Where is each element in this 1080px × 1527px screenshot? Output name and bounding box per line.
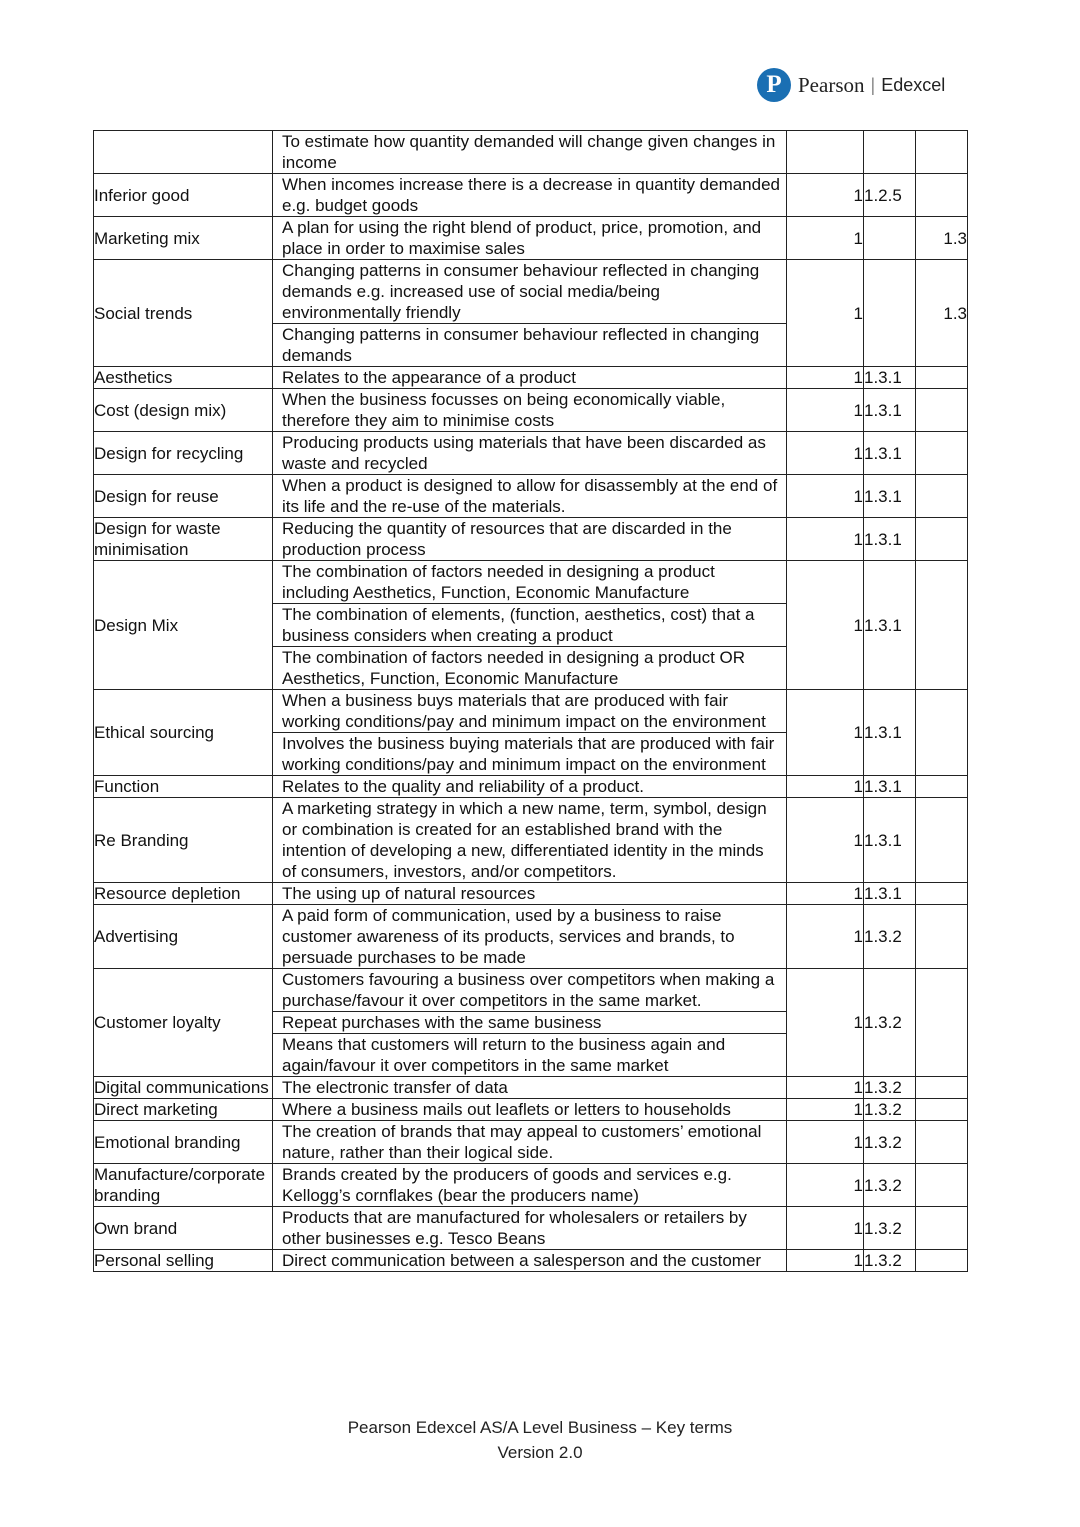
definition-text: Changing patterns in consumer behaviour reflected in changing demands bbox=[273, 323, 786, 366]
definition-text: A plan for using the right blend of product, price, promotion, and place in order to maximise sales bbox=[282, 218, 762, 258]
spec-ref-cell: 1.3.1 bbox=[864, 798, 916, 883]
definition-text: The using up of natural resources bbox=[282, 884, 536, 903]
term-cell: Function bbox=[94, 776, 273, 798]
definition-cell bbox=[273, 776, 787, 798]
table-row bbox=[94, 1121, 968, 1164]
marks-cell: 1 bbox=[787, 389, 864, 432]
table-row bbox=[94, 1099, 968, 1121]
definition-cell bbox=[273, 1164, 787, 1207]
definition-cell bbox=[273, 518, 787, 561]
page-footer bbox=[0, 1415, 1080, 1465]
term-cell: Aesthetics bbox=[94, 367, 273, 389]
term-cell: Re Branding bbox=[94, 798, 273, 883]
table-row bbox=[94, 1250, 968, 1272]
topic-ref-cell bbox=[916, 1077, 968, 1099]
term-cell: Ethical sourcing bbox=[94, 690, 273, 776]
definition-text: A marketing strategy in which a new name, term, symbol, design or combination is created for an established brand with the intention of developing a new, differentiated identity in the minds of consumers, investors, and/or competitors. bbox=[282, 799, 767, 881]
topic-ref-cell bbox=[916, 1164, 968, 1207]
marks-cell: 1 bbox=[787, 217, 864, 260]
marks-cell: 1 bbox=[787, 432, 864, 475]
spec-ref-cell bbox=[864, 260, 916, 367]
spec-ref-cell bbox=[864, 217, 916, 260]
definition-text: Means that customers will return to the business again and again/favour it over competitors in the same market bbox=[273, 1033, 786, 1076]
topic-ref-cell bbox=[916, 883, 968, 905]
definition-text: Relates to the quality and reliability of a product. bbox=[282, 777, 644, 796]
definition-cell bbox=[273, 1121, 787, 1164]
topic-ref-cell bbox=[916, 776, 968, 798]
marks-cell: 1 bbox=[787, 475, 864, 518]
table-row bbox=[94, 518, 968, 561]
definition-text: When the business focusses on being economically viable, therefore they aim to minimise costs bbox=[282, 390, 726, 430]
topic-ref-cell bbox=[916, 1099, 968, 1121]
topic-ref-cell: 1.3 bbox=[916, 260, 968, 367]
table-row bbox=[94, 174, 968, 217]
definition-text: Reducing the quantity of resources that are discarded in the production process bbox=[282, 519, 732, 559]
definition-text: The combination of factors needed in designing a product including Aesthetics, Function, Economic Manufacture bbox=[282, 562, 715, 602]
marks-cell: 1 bbox=[787, 1164, 864, 1207]
brand-name: Pearson bbox=[798, 72, 865, 97]
marks-cell bbox=[787, 131, 864, 174]
definition-cell bbox=[273, 217, 787, 260]
definition-cell bbox=[273, 798, 787, 883]
definition-cell bbox=[273, 367, 787, 389]
term-cell: Design for waste minimisation bbox=[94, 518, 273, 561]
marks-cell: 1 bbox=[787, 367, 864, 389]
definition-cell bbox=[273, 174, 787, 217]
marks-cell: 1 bbox=[787, 1077, 864, 1099]
definition-text: Producing products using materials that have been discarded as waste and recycled bbox=[282, 433, 766, 473]
topic-ref-cell bbox=[916, 905, 968, 969]
marks-cell: 1 bbox=[787, 798, 864, 883]
table-row bbox=[94, 475, 968, 518]
marks-cell: 1 bbox=[787, 260, 864, 367]
pearson-logo-icon: P bbox=[757, 68, 791, 102]
table-row bbox=[94, 260, 968, 367]
marks-cell: 1 bbox=[787, 969, 864, 1077]
footer-title: Pearson Edexcel AS/A Level Business – Key terms bbox=[347, 1418, 733, 1437]
term-cell: Cost (design mix) bbox=[94, 389, 273, 432]
table-row bbox=[94, 561, 968, 690]
term-cell: Advertising bbox=[94, 905, 273, 969]
topic-ref-cell bbox=[916, 690, 968, 776]
topic-ref-cell bbox=[916, 561, 968, 690]
spec-ref-cell: 1.3.2 bbox=[864, 1164, 916, 1207]
definition-text: The combination of elements, (function, aesthetics, cost) that a business considers when creating a product bbox=[273, 603, 786, 646]
definition-text: When a product is designed to allow for disassembly at the end of its life and the re-use of the materials. bbox=[282, 476, 778, 516]
definition-cell bbox=[273, 561, 787, 690]
term-cell: Customer loyalty bbox=[94, 969, 273, 1077]
spec-ref-cell: 1.3.1 bbox=[864, 389, 916, 432]
spec-ref-cell: 1.3.2 bbox=[864, 969, 916, 1077]
definition-cell bbox=[273, 905, 787, 969]
term-cell: Personal selling bbox=[94, 1250, 273, 1272]
table-row bbox=[94, 798, 968, 883]
spec-ref-cell: 1.3.1 bbox=[864, 518, 916, 561]
table-row bbox=[94, 389, 968, 432]
spec-ref-cell: 1.3.2 bbox=[864, 1099, 916, 1121]
term-cell: Own brand bbox=[94, 1207, 273, 1250]
term-cell: Resource depletion bbox=[94, 883, 273, 905]
definition-cell bbox=[273, 1250, 787, 1272]
topic-ref-cell bbox=[916, 1121, 968, 1164]
spec-ref-cell: 1.3.2 bbox=[864, 1207, 916, 1250]
spec-ref-cell bbox=[864, 131, 916, 174]
definition-text: Products that are manufactured for wholesalers or retailers by other businesses e.g. Tesco Beans bbox=[282, 1208, 747, 1248]
topic-ref-cell bbox=[916, 969, 968, 1077]
definition-cell bbox=[273, 1207, 787, 1250]
table-row bbox=[94, 883, 968, 905]
definition-text: Relates to the appearance of a product bbox=[282, 368, 576, 387]
definition-text: The creation of brands that may appeal to customers’ emotional nature, rather than their logical side. bbox=[282, 1122, 762, 1162]
table-row bbox=[94, 367, 968, 389]
spec-ref-cell: 1.3.1 bbox=[864, 776, 916, 798]
topic-ref-cell bbox=[916, 389, 968, 432]
footer-version: Version 2.0 bbox=[497, 1443, 583, 1462]
term-cell: Direct marketing bbox=[94, 1099, 273, 1121]
marks-cell: 1 bbox=[787, 690, 864, 776]
definition-text: When incomes increase there is a decrease in quantity demanded e.g. budget goods bbox=[282, 175, 781, 215]
spec-ref-cell: 1.3.1 bbox=[864, 883, 916, 905]
sub-brand-name: Edexcel bbox=[881, 74, 946, 95]
topic-ref-cell: 1.3 bbox=[916, 217, 968, 260]
definition-text: Where a business mails out leaflets or letters to households bbox=[282, 1100, 731, 1119]
definition-cell bbox=[273, 690, 787, 776]
definition-text: Repeat purchases with the same business bbox=[273, 1011, 786, 1033]
spec-ref-cell: 1.3.2 bbox=[864, 1250, 916, 1272]
term-cell: Design Mix bbox=[94, 561, 273, 690]
topic-ref-cell bbox=[916, 1207, 968, 1250]
marks-cell: 1 bbox=[787, 1250, 864, 1272]
term-cell bbox=[94, 131, 273, 174]
definition-cell bbox=[273, 432, 787, 475]
table-row bbox=[94, 776, 968, 798]
spec-ref-cell: 1.3.2 bbox=[864, 905, 916, 969]
spec-ref-cell: 1.3.1 bbox=[864, 367, 916, 389]
definition-text: Direct communication between a salesperson and the customer bbox=[282, 1251, 762, 1270]
key-terms-table bbox=[93, 130, 968, 1272]
marks-cell: 1 bbox=[787, 174, 864, 217]
spec-ref-cell: 1.3.1 bbox=[864, 475, 916, 518]
spec-ref-cell: 1.2.5 bbox=[864, 174, 916, 217]
term-cell: Manufacture/corporate branding bbox=[94, 1164, 273, 1207]
table-row bbox=[94, 131, 968, 174]
marks-cell: 1 bbox=[787, 905, 864, 969]
topic-ref-cell bbox=[916, 367, 968, 389]
term-cell: Design for recycling bbox=[94, 432, 273, 475]
term-cell: Inferior good bbox=[94, 174, 273, 217]
term-cell: Emotional branding bbox=[94, 1121, 273, 1164]
topic-ref-cell bbox=[916, 798, 968, 883]
definition-text: Customers favouring a business over competitors when making a purchase/favour it over competitors in the same market. bbox=[282, 970, 775, 1010]
table-row bbox=[94, 690, 968, 776]
definition-cell bbox=[273, 969, 787, 1077]
definition-text: To estimate how quantity demanded will change given changes in income bbox=[282, 132, 776, 172]
definition-text: The combination of factors needed in designing a product OR Aesthetics, Function, Economic Manufacture bbox=[273, 646, 786, 689]
spec-ref-cell: 1.3.2 bbox=[864, 1121, 916, 1164]
marks-cell: 1 bbox=[787, 1121, 864, 1164]
definition-text: A paid form of communication, used by a business to raise customer awareness of its products, services and brands, to persuade purchases to be made bbox=[282, 906, 735, 967]
marks-cell: 1 bbox=[787, 1207, 864, 1250]
table-row bbox=[94, 1207, 968, 1250]
topic-ref-cell bbox=[916, 1250, 968, 1272]
spec-ref-cell: 1.3.1 bbox=[864, 432, 916, 475]
brand-separator: | bbox=[870, 74, 876, 95]
marks-cell: 1 bbox=[787, 883, 864, 905]
marks-cell: 1 bbox=[787, 518, 864, 561]
marks-cell: 1 bbox=[787, 1099, 864, 1121]
definition-cell bbox=[273, 1077, 787, 1099]
definition-cell bbox=[273, 475, 787, 518]
definition-cell bbox=[273, 883, 787, 905]
spec-ref-cell: 1.3.1 bbox=[864, 690, 916, 776]
term-cell: Marketing mix bbox=[94, 217, 273, 260]
definition-cell bbox=[273, 1099, 787, 1121]
pearson-logo bbox=[757, 68, 945, 102]
definition-text: When a business buys materials that are produced with fair working conditions/pay and minimum impact on the environment bbox=[282, 691, 766, 731]
table-row bbox=[94, 1077, 968, 1099]
topic-ref-cell bbox=[916, 131, 968, 174]
spec-ref-cell: 1.3.1 bbox=[864, 561, 916, 690]
table-row bbox=[94, 432, 968, 475]
topic-ref-cell bbox=[916, 174, 968, 217]
marks-cell: 1 bbox=[787, 561, 864, 690]
definition-text: Brands created by the producers of goods and services e.g. Kellogg’s cornflakes (bear the producers name) bbox=[282, 1165, 732, 1205]
table-row bbox=[94, 217, 968, 260]
term-cell: Social trends bbox=[94, 260, 273, 367]
definition-text: The electronic transfer of data bbox=[282, 1078, 508, 1097]
topic-ref-cell bbox=[916, 432, 968, 475]
definition-cell bbox=[273, 131, 787, 174]
definition-cell bbox=[273, 260, 787, 367]
definition-text: Changing patterns in consumer behaviour reflected in changing demands e.g. increased use of social media/being environmentally friendly bbox=[282, 261, 760, 322]
term-cell: Design for reuse bbox=[94, 475, 273, 518]
table-row bbox=[94, 969, 968, 1077]
topic-ref-cell bbox=[916, 475, 968, 518]
definition-text: Involves the business buying materials that are produced with fair working conditions/pay and minimum impact on the environment bbox=[273, 732, 786, 775]
topic-ref-cell bbox=[916, 518, 968, 561]
term-cell: Digital communications bbox=[94, 1077, 273, 1099]
spec-ref-cell: 1.3.2 bbox=[864, 1077, 916, 1099]
table-row bbox=[94, 1164, 968, 1207]
table-row bbox=[94, 905, 968, 969]
definition-cell bbox=[273, 389, 787, 432]
marks-cell: 1 bbox=[787, 776, 864, 798]
